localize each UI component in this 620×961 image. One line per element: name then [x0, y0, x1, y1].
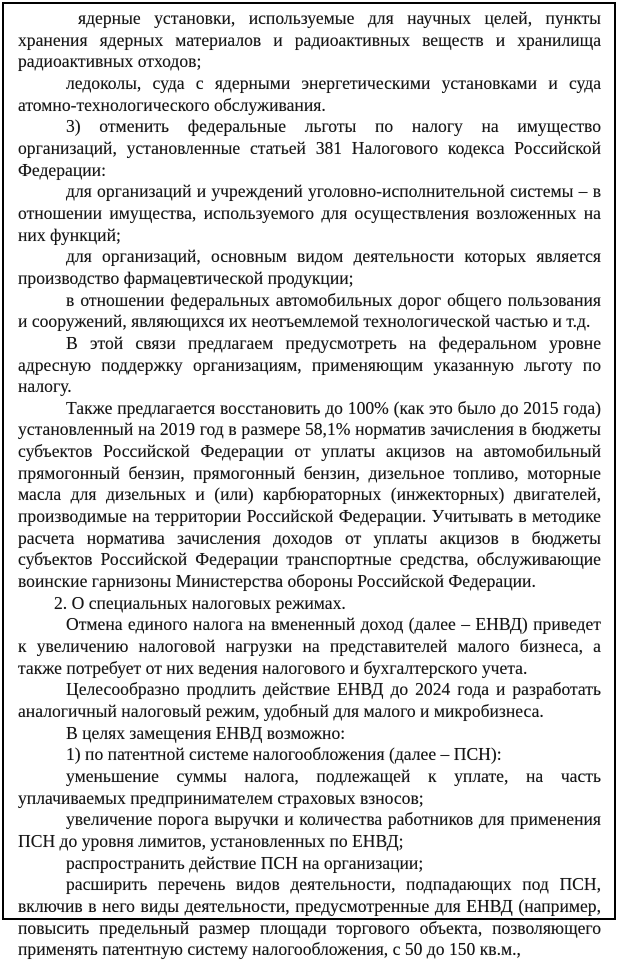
paragraph-nuclear-installations: ядерные установки, используемые для научных целей, пункты хранения ядерных материалов и радиоактивных веществ и хранилища радиоактивных отходов;	[18, 8, 601, 72]
paragraph-envd-extension: Целесообразно продлить действие ЕНВД до 2024 года и разработать аналогичный налоговый режим, удобный для малого и микробизнеса.	[18, 679, 601, 721]
paragraph-icebreakers: ледоколы, суда с ядерными энергетическими установками и суда атомно-технологического обслуживания.	[18, 72, 601, 115]
paragraph-federal-roads: в отношении федеральных автомобильных дорог общего пользования и сооружений, являющихся их неотъемлемой технологической частью и т.д.	[18, 289, 601, 332]
paragraph-extend-to-organizations: распространить действие ПСН на организации;	[66, 852, 424, 873]
paragraph-penal-system: для организаций и учреждений уголовно-исполнительной системы – в отношении имущества, используемого для осуществления возложенных на них функций;	[18, 181, 601, 245]
section-heading-special-regimes: 2. О специальных налоговых режимах.	[54, 592, 346, 613]
paragraph-tax-reduction: уменьшение суммы налога, подлежащей к уплате, на часть уплачиваемых предпринимателем страховых взносов;	[18, 765, 601, 808]
paragraph-expand-activities: расширить перечень видов деятельности, подпадающих под ПСН, включив в него виды деятельности, предусмотренные для ЕНВД (например, повысить предельный размер площади торгового объекта, позволяющего применять патентную систему налогообложения, с 50 до 150 кв.м.,	[18, 874, 601, 960]
paragraph-targeted-support: В этой связи предлагаем предусмотреть на федеральном уровне адресную поддержку организациям, применяющим указанную льготу по налогу.	[18, 332, 601, 397]
paragraph-item-3: 3) отменить федеральные льготы по налогу на имущество организаций, установленные статьей 381 Налогового кодекса Российской Федерации:	[18, 116, 601, 180]
paragraph-excise-standard: Также предлагается восстановить до 100% (как это было до 2015 года) установленный на 2019 год в размере 58,1% норматив зачисления в бюджеты субъектов Российской Федерации от уплаты акцизов на автомобильный прямогонный бензин, прямогонный бензин, дизельное топливо, моторные масла для дизельных и (или) карбюраторных (инжекторных) двигателей, производимые на территории Российской Федерации. Учитывать в методике расчета норматива зачисления доходов от уплаты акцизов в бюджеты субъектов Российской Федерации транспортные средства, обслуживающие воинские гарнизоны Министерства обороны Российской Федерации.	[18, 397, 601, 592]
document-page	[2, 2, 616, 960]
paragraph-patent-system: 1) по патентной системе налогообложения (далее – ПСН):	[66, 744, 502, 765]
paragraph-envd-replacement: В целях замещения ЕНВД возможно:	[66, 722, 346, 743]
paragraph-pharmaceutical: для организаций, основным видом деятельности которых является производство фармацевтической продукции;	[18, 246, 601, 288]
document-body	[18, 8, 601, 961]
paragraph-revenue-threshold: увеличение порога выручки и количества работников для применения ПСН до уровня лимитов, установленных по ЕНВД;	[18, 809, 601, 851]
paragraph-envd-cancellation: Отмена единого налога на вмененный доход (далее – ЕНВД) приведет к увеличению налоговой нагрузки на представителей малого бизнеса, а также потребует от них ведения налогового и бухгалтерского учета.	[18, 614, 601, 678]
